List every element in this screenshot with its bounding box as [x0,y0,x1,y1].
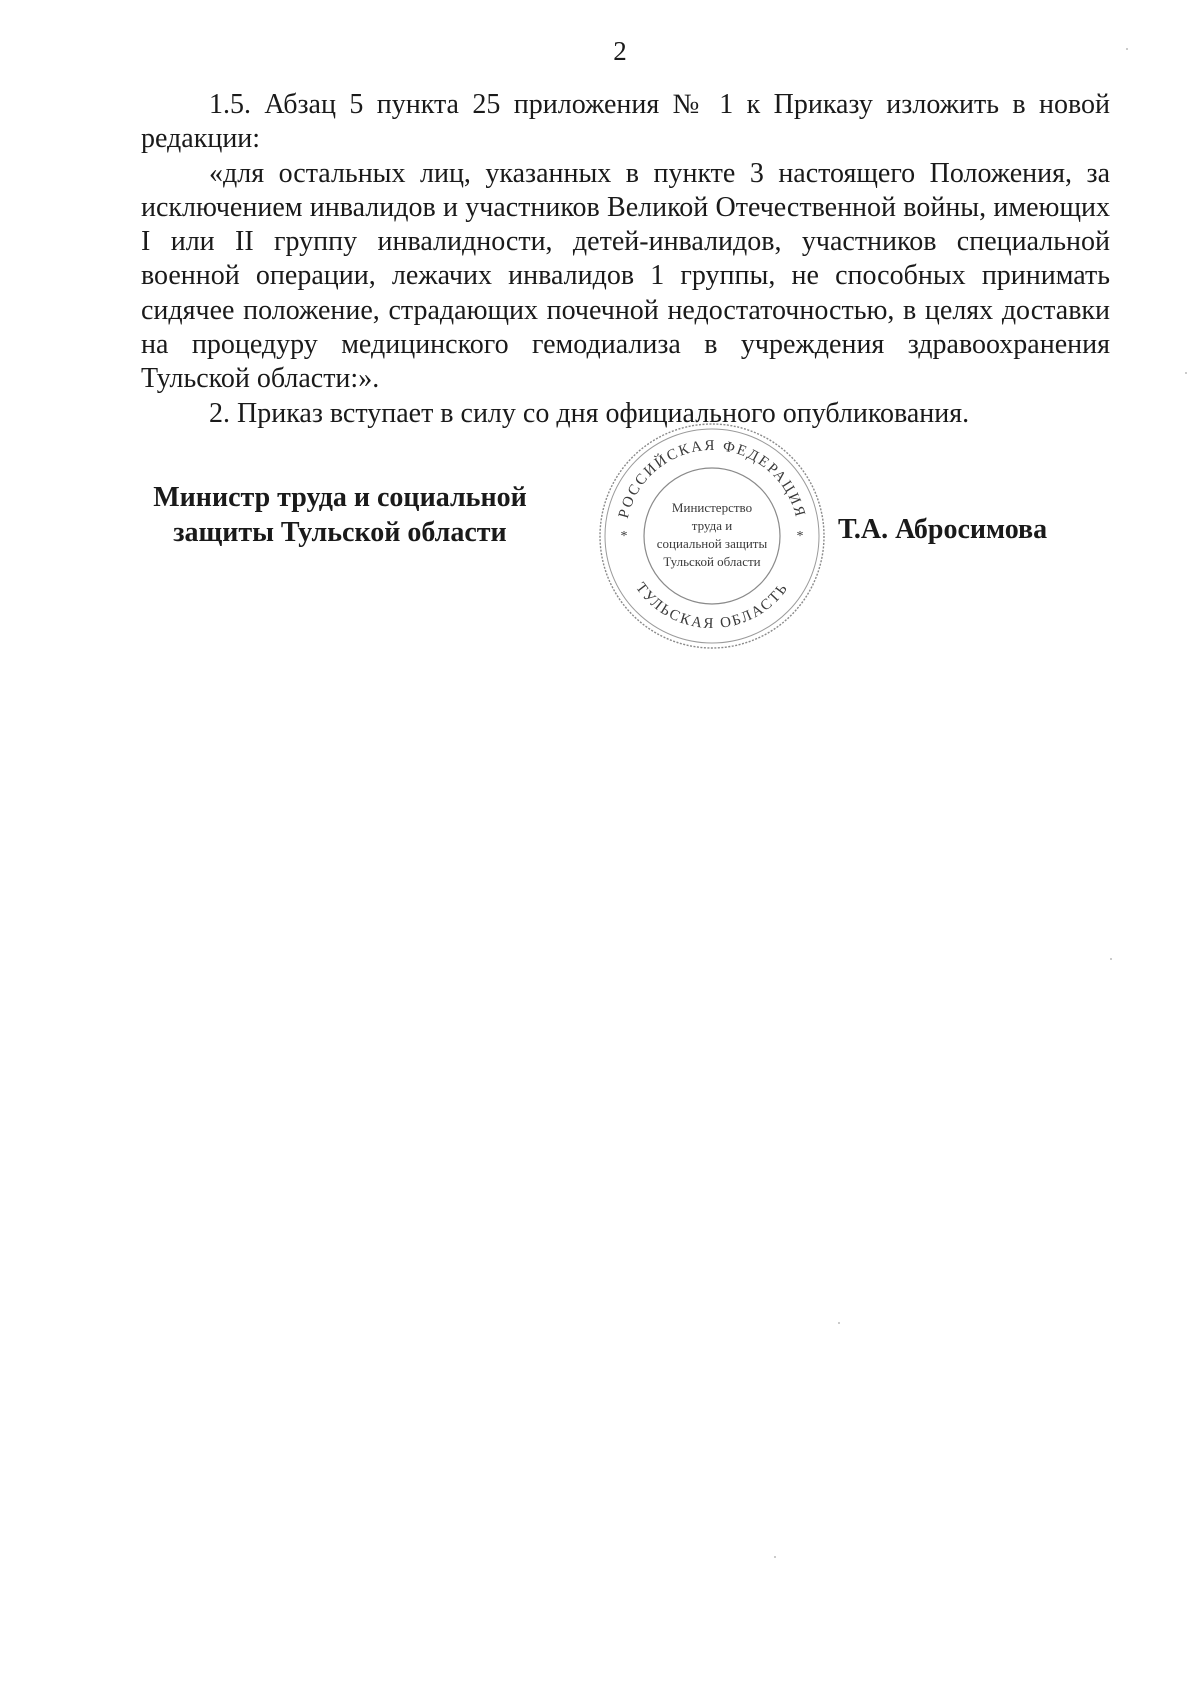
scan-speck [1110,958,1112,960]
seal-inner-line-2: труда и [691,518,733,533]
scan-speck [774,1556,776,1558]
scan-speck [838,1322,840,1324]
seal-inner-line-4: Тульской области [663,554,761,569]
paragraph-1-5: 1.5. Абзац 5 пункта 25 приложения № 1 к Приказу изложить в новой редакции: [141,89,1110,155]
seal-graphic [596,420,828,652]
page-number: 2 [613,36,627,66]
seal-outer-bottom-text: ТУЛЬСКАЯ ОБЛАСТЬ [632,579,792,633]
paragraph-quote: «для остальных лиц, указанных в пункте 3 настоящего Положения, за исключением инвалидов и участников Великой Отечественной войны, имеющих I или II группу инвалидности, детей-инвалидов, участников специальной военной операции, лежачих инвалидов 1 группы, не способных принимать сидячее положение, страдающих почечной недостаточностью, в целях доставки на процедуру медицинского гемодиализа в учреждения здравоохранения Тульской области:». [141,157,1110,395]
seal-star-right: * [796,529,804,544]
position-line-2: защиты Тульской области [173,517,507,548]
seal-star-left: * [620,529,628,544]
signatory-position [120,480,560,550]
paragraph-2: 2. Приказ вступает в силу со дня официального опубликования. [209,397,970,429]
signature-block [0,0,1200,700]
position-line-1: Министр труда и социальной [153,482,527,513]
seal-outer-top-text: РОССИЙСКАЯ ФЕДЕРАЦИЯ [615,437,809,520]
seal-inner-line-3: социальной защиты [656,536,768,551]
scan-speck [1126,48,1128,50]
signatory-name: Т.А. Абросимова [838,514,1048,545]
official-seal [596,420,828,652]
scan-speck [1185,372,1187,374]
seal-inner-line-1: Министерство [671,500,753,515]
